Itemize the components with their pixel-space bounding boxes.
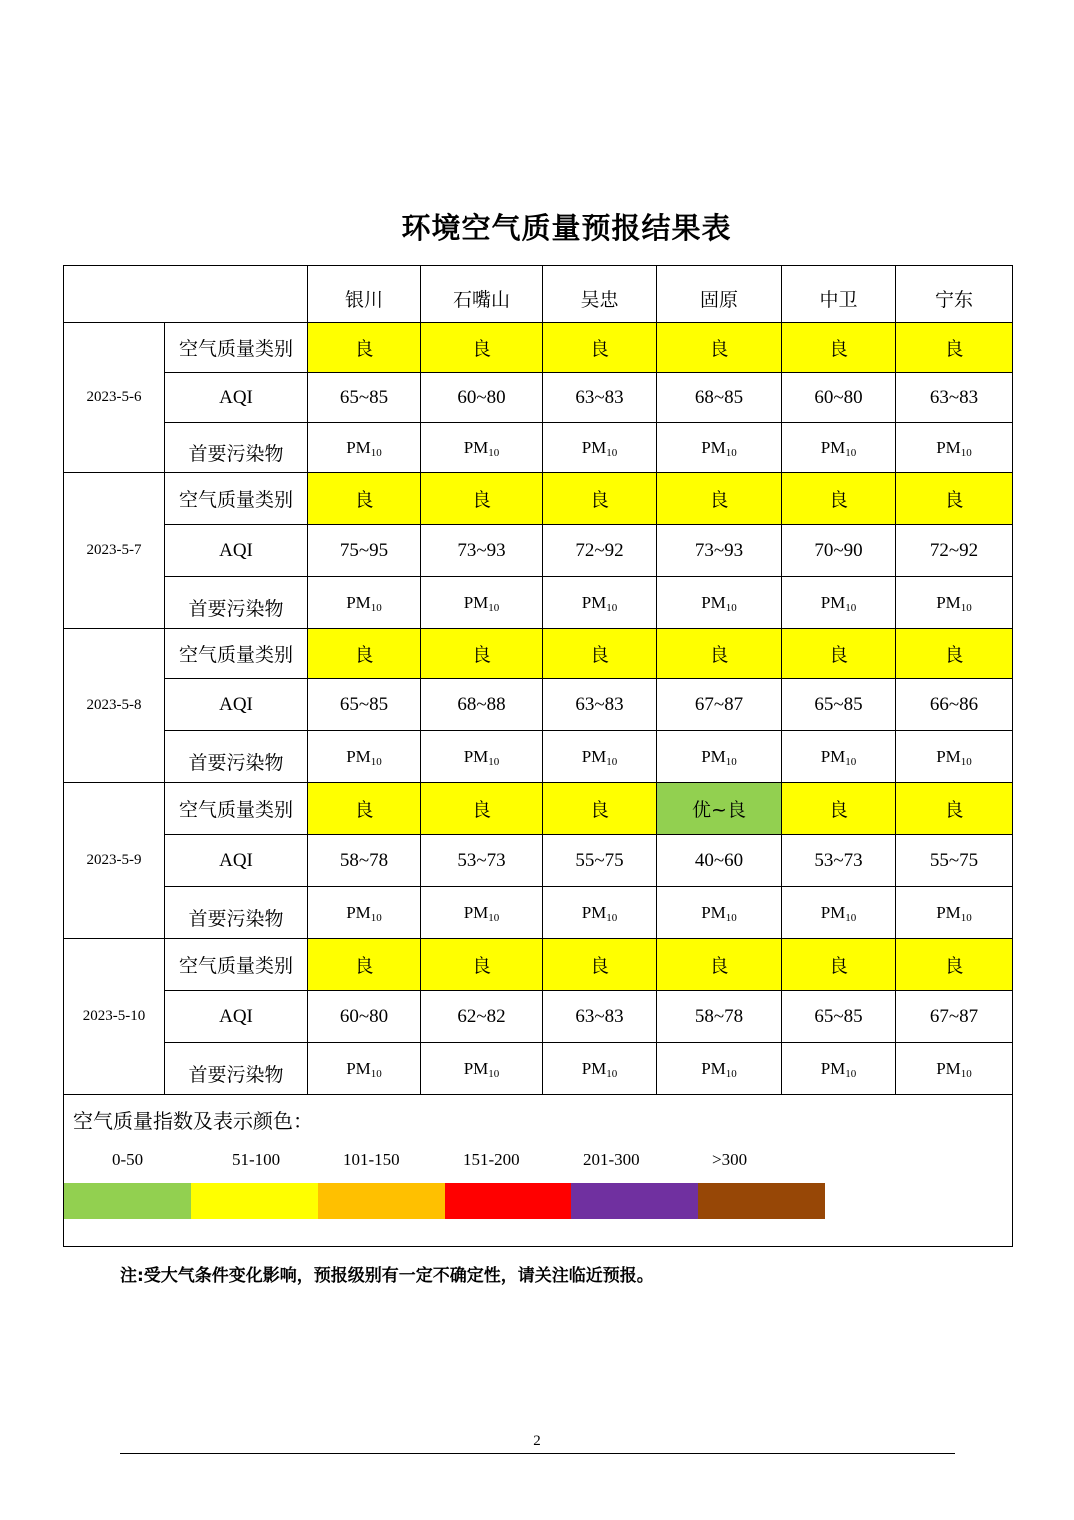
pollutant-cell	[782, 423, 896, 473]
legend-range-label: 0-50	[112, 1150, 144, 1169]
pollutant-name: PM	[581, 902, 607, 922]
legend-color-swatch	[698, 1183, 825, 1219]
category-row	[64, 323, 1013, 373]
pollutant-cell	[308, 577, 421, 629]
category-cell: 良	[543, 939, 657, 991]
pollutant-name: PM	[346, 902, 371, 922]
pollutant-subscript: 10	[370, 446, 382, 459]
pollutant-subscript: 10	[960, 601, 972, 614]
aqi-cell: 67~87	[896, 991, 1013, 1043]
category-cell: 优~良	[657, 783, 782, 835]
row-label-category: 空气质量类别	[165, 629, 308, 679]
pollutant-subscript: 10	[960, 911, 972, 924]
pollutant-name: PM	[463, 437, 489, 457]
city-header: 中卫	[782, 266, 896, 323]
pollutant-subscript: 10	[370, 911, 382, 924]
pollutant-cell	[308, 423, 421, 473]
pollutant-name: PM	[701, 902, 726, 922]
row-label-pollutant: 首要污染物	[165, 423, 308, 473]
aqi-cell: 63~83	[896, 373, 1013, 423]
pollutant-cell	[657, 423, 782, 473]
pollutant-name: PM	[820, 746, 846, 766]
aqi-cell: 63~83	[543, 373, 657, 423]
pollutant-subscript: 10	[960, 446, 972, 459]
category-row	[64, 939, 1013, 991]
category-cell: 良	[308, 783, 421, 835]
aqi-cell: 65~85	[308, 679, 421, 731]
category-cell: 良	[543, 783, 657, 835]
aqi-row	[64, 525, 1013, 577]
pollutant-subscript: 10	[488, 911, 500, 924]
pollutant-row	[64, 423, 1013, 473]
pollutant-name: PM	[346, 592, 371, 612]
aqi-cell: 60~80	[308, 991, 421, 1043]
aqi-row	[64, 991, 1013, 1043]
pollutant-cell	[896, 1043, 1013, 1095]
aqi-cell: 65~85	[782, 679, 896, 731]
legend-color-swatch	[571, 1183, 698, 1219]
category-cell: 良	[896, 473, 1013, 525]
pollutant-cell	[782, 1043, 896, 1095]
pollutant-cell	[782, 577, 896, 629]
pollutant-subscript: 10	[845, 755, 857, 768]
category-cell: 良	[782, 783, 896, 835]
pollutant-subscript: 10	[845, 601, 857, 614]
pollutant-name: PM	[701, 437, 726, 457]
legend-color-swatch	[445, 1183, 572, 1219]
pollutant-row	[64, 887, 1013, 939]
category-cell: 良	[308, 629, 421, 679]
pollutant-subscript: 10	[725, 601, 737, 614]
category-cell: 良	[421, 629, 543, 679]
row-label-pollutant: 首要污染物	[165, 1043, 308, 1095]
pollutant-name: PM	[820, 592, 846, 612]
pollutant-cell	[657, 887, 782, 939]
aqi-cell: 66~86	[896, 679, 1013, 731]
page-number: 2	[533, 1433, 541, 1449]
pollutant-cell	[421, 731, 543, 783]
pollutant-name: PM	[581, 1058, 607, 1078]
aqi-row	[64, 835, 1013, 887]
pollutant-cell	[421, 577, 543, 629]
date-cell: 2023-5-7	[64, 473, 165, 629]
pollutant-subscript: 10	[725, 446, 737, 459]
category-cell: 良	[308, 323, 421, 373]
pollutant-name: PM	[936, 1058, 961, 1078]
pollutant-cell	[421, 1043, 543, 1095]
pollutant-cell	[657, 577, 782, 629]
category-cell: 良	[308, 473, 421, 525]
pollutant-subscript: 10	[960, 1067, 972, 1080]
aqi-cell: 75~95	[308, 525, 421, 577]
pollutant-cell	[657, 1043, 782, 1095]
row-label-category: 空气质量类别	[165, 473, 308, 525]
pollutant-subscript: 10	[725, 911, 737, 924]
pollutant-cell	[543, 1043, 657, 1095]
category-cell: 良	[782, 323, 896, 373]
category-cell: 良	[543, 323, 657, 373]
pollutant-name: PM	[463, 902, 489, 922]
category-cell: 良	[782, 473, 896, 525]
pollutant-subscript: 10	[488, 601, 500, 614]
aqi-cell: 53~73	[782, 835, 896, 887]
pollutant-cell	[308, 1043, 421, 1095]
legend-range-label: 201-300	[583, 1150, 640, 1169]
pollutant-cell	[782, 731, 896, 783]
aqi-cell: 65~85	[308, 373, 421, 423]
pollutant-name: PM	[346, 746, 371, 766]
pollutant-name: PM	[820, 902, 846, 922]
row-label-category: 空气质量类别	[165, 939, 308, 991]
aqi-cell: 73~93	[657, 525, 782, 577]
pollutant-cell	[896, 423, 1013, 473]
pollutant-subscript: 10	[725, 1067, 737, 1080]
aqi-cell: 73~93	[421, 525, 543, 577]
pollutant-row	[64, 577, 1013, 629]
date-cell: 2023-5-10	[64, 939, 165, 1095]
pollutant-subscript: 10	[606, 1067, 618, 1080]
legend-range-label: >300	[712, 1150, 748, 1169]
city-header: 宁东	[896, 266, 1013, 323]
pollutant-cell	[308, 731, 421, 783]
aqi-cell: 58~78	[657, 991, 782, 1043]
pollutant-subscript: 10	[488, 446, 500, 459]
pollutant-subscript: 10	[845, 911, 857, 924]
aqi-cell: 60~80	[421, 373, 543, 423]
pollutant-cell	[896, 577, 1013, 629]
footer-divider	[120, 1453, 955, 1454]
category-cell: 良	[896, 323, 1013, 373]
aqi-cell: 58~78	[308, 835, 421, 887]
pollutant-subscript: 10	[845, 446, 857, 459]
pollutant-name: PM	[820, 437, 846, 457]
pollutant-cell	[782, 887, 896, 939]
category-cell: 良	[896, 629, 1013, 679]
category-cell: 良	[657, 939, 782, 991]
legend-color-swatch	[191, 1183, 318, 1219]
aqi-cell: 55~75	[543, 835, 657, 887]
document-title: 环境空气质量预报结果表	[401, 211, 732, 245]
pollutant-cell	[543, 887, 657, 939]
aqi-cell: 70~90	[782, 525, 896, 577]
category-cell: 良	[421, 323, 543, 373]
row-label-pollutant: 首要污染物	[165, 887, 308, 939]
pollutant-name: PM	[463, 746, 489, 766]
pollutant-cell	[657, 731, 782, 783]
pollutant-subscript: 10	[845, 1067, 857, 1080]
pollutant-cell	[896, 887, 1013, 939]
city-header: 固原	[657, 266, 782, 323]
pollutant-cell	[543, 731, 657, 783]
category-row	[64, 473, 1013, 525]
pollutant-name: PM	[346, 1058, 371, 1078]
aqi-row	[64, 373, 1013, 423]
row-label-pollutant: 首要污染物	[165, 577, 308, 629]
pollutant-subscript: 10	[370, 1067, 382, 1080]
header-row	[64, 266, 1013, 323]
pollutant-name: PM	[701, 746, 726, 766]
city-header: 吴忠	[543, 266, 657, 323]
legend-row	[64, 1095, 1013, 1247]
category-cell: 良	[308, 939, 421, 991]
pollutant-subscript: 10	[606, 446, 618, 459]
aqi-cell: 40~60	[657, 835, 782, 887]
air-quality-forecast-table	[63, 265, 1013, 1247]
pollutant-name: PM	[346, 437, 371, 457]
row-label-aqi: AQI	[165, 835, 308, 887]
pollutant-subscript: 10	[370, 601, 382, 614]
date-cell: 2023-5-6	[64, 323, 165, 473]
pollutant-name: PM	[581, 746, 607, 766]
category-cell: 良	[782, 939, 896, 991]
pollutant-subscript: 10	[606, 601, 618, 614]
category-cell: 良	[421, 473, 543, 525]
pollutant-cell	[543, 577, 657, 629]
forecast-note: 注:受大气条件变化影响，预报级别有一定不确定性，请关注临近预报。	[120, 1266, 654, 1286]
category-cell: 良	[421, 939, 543, 991]
category-cell: 良	[657, 323, 782, 373]
pollutant-name: PM	[463, 592, 489, 612]
pollutant-name: PM	[463, 1058, 489, 1078]
aqi-cell: 60~80	[782, 373, 896, 423]
category-cell: 良	[657, 473, 782, 525]
pollutant-subscript: 10	[606, 755, 618, 768]
aqi-cell: 63~83	[543, 679, 657, 731]
row-label-category: 空气质量类别	[165, 783, 308, 835]
pollutant-name: PM	[701, 592, 726, 612]
aqi-cell: 72~92	[543, 525, 657, 577]
pollutant-subscript: 10	[725, 755, 737, 768]
legend-range-label: 101-150	[343, 1150, 400, 1169]
row-label-aqi: AQI	[165, 991, 308, 1043]
header-corner-cell	[64, 266, 308, 323]
city-header: 银川	[308, 266, 421, 323]
aqi-cell: 62~82	[421, 991, 543, 1043]
pollutant-name: PM	[936, 437, 961, 457]
category-cell: 良	[543, 473, 657, 525]
aqi-cell: 68~88	[421, 679, 543, 731]
pollutant-name: PM	[701, 1058, 726, 1078]
aqi-cell: 72~92	[896, 525, 1013, 577]
category-cell: 良	[657, 629, 782, 679]
aqi-cell: 65~85	[782, 991, 896, 1043]
pollutant-name: PM	[581, 437, 607, 457]
aqi-cell: 68~85	[657, 373, 782, 423]
legend-color-swatch	[318, 1183, 445, 1219]
aqi-cell: 63~83	[543, 991, 657, 1043]
aqi-cell: 55~75	[896, 835, 1013, 887]
pollutant-name: PM	[820, 1058, 846, 1078]
date-cell: 2023-5-8	[64, 629, 165, 783]
aqi-cell: 67~87	[657, 679, 782, 731]
aqi-cell: 53~73	[421, 835, 543, 887]
legend-range-label: 51-100	[232, 1150, 281, 1169]
legend-color-swatch	[64, 1183, 191, 1219]
pollutant-subscript: 10	[370, 755, 382, 768]
pollutant-cell	[543, 423, 657, 473]
aqi-row	[64, 679, 1013, 731]
pollutant-name: PM	[581, 592, 607, 612]
row-label-pollutant: 首要污染物	[165, 731, 308, 783]
pollutant-name: PM	[936, 902, 961, 922]
pollutant-subscript: 10	[606, 911, 618, 924]
row-label-aqi: AQI	[165, 373, 308, 423]
category-cell: 良	[421, 783, 543, 835]
category-row	[64, 629, 1013, 679]
pollutant-subscript: 10	[488, 755, 500, 768]
category-cell: 良	[543, 629, 657, 679]
row-label-aqi: AQI	[165, 525, 308, 577]
pollutant-subscript: 10	[488, 1067, 500, 1080]
category-cell: 良	[782, 629, 896, 679]
legend-cell	[64, 1095, 1013, 1247]
category-cell: 良	[896, 939, 1013, 991]
date-cell: 2023-5-9	[64, 783, 165, 939]
pollutant-cell	[308, 887, 421, 939]
city-header: 石嘴山	[421, 266, 543, 323]
row-label-aqi: AQI	[165, 679, 308, 731]
pollutant-row	[64, 731, 1013, 783]
pollutant-subscript: 10	[960, 755, 972, 768]
pollutant-row	[64, 1043, 1013, 1095]
pollutant-name: PM	[936, 746, 961, 766]
pollutant-cell	[896, 731, 1013, 783]
pollutant-name: PM	[936, 592, 961, 612]
row-label-category: 空气质量类别	[165, 323, 308, 373]
legend-title: 空气质量指数及表示颜色：	[73, 1109, 313, 1133]
pollutant-cell	[421, 423, 543, 473]
pollutant-cell	[421, 887, 543, 939]
category-cell: 良	[896, 783, 1013, 835]
legend-range-label: 151-200	[463, 1150, 520, 1169]
category-row	[64, 783, 1013, 835]
